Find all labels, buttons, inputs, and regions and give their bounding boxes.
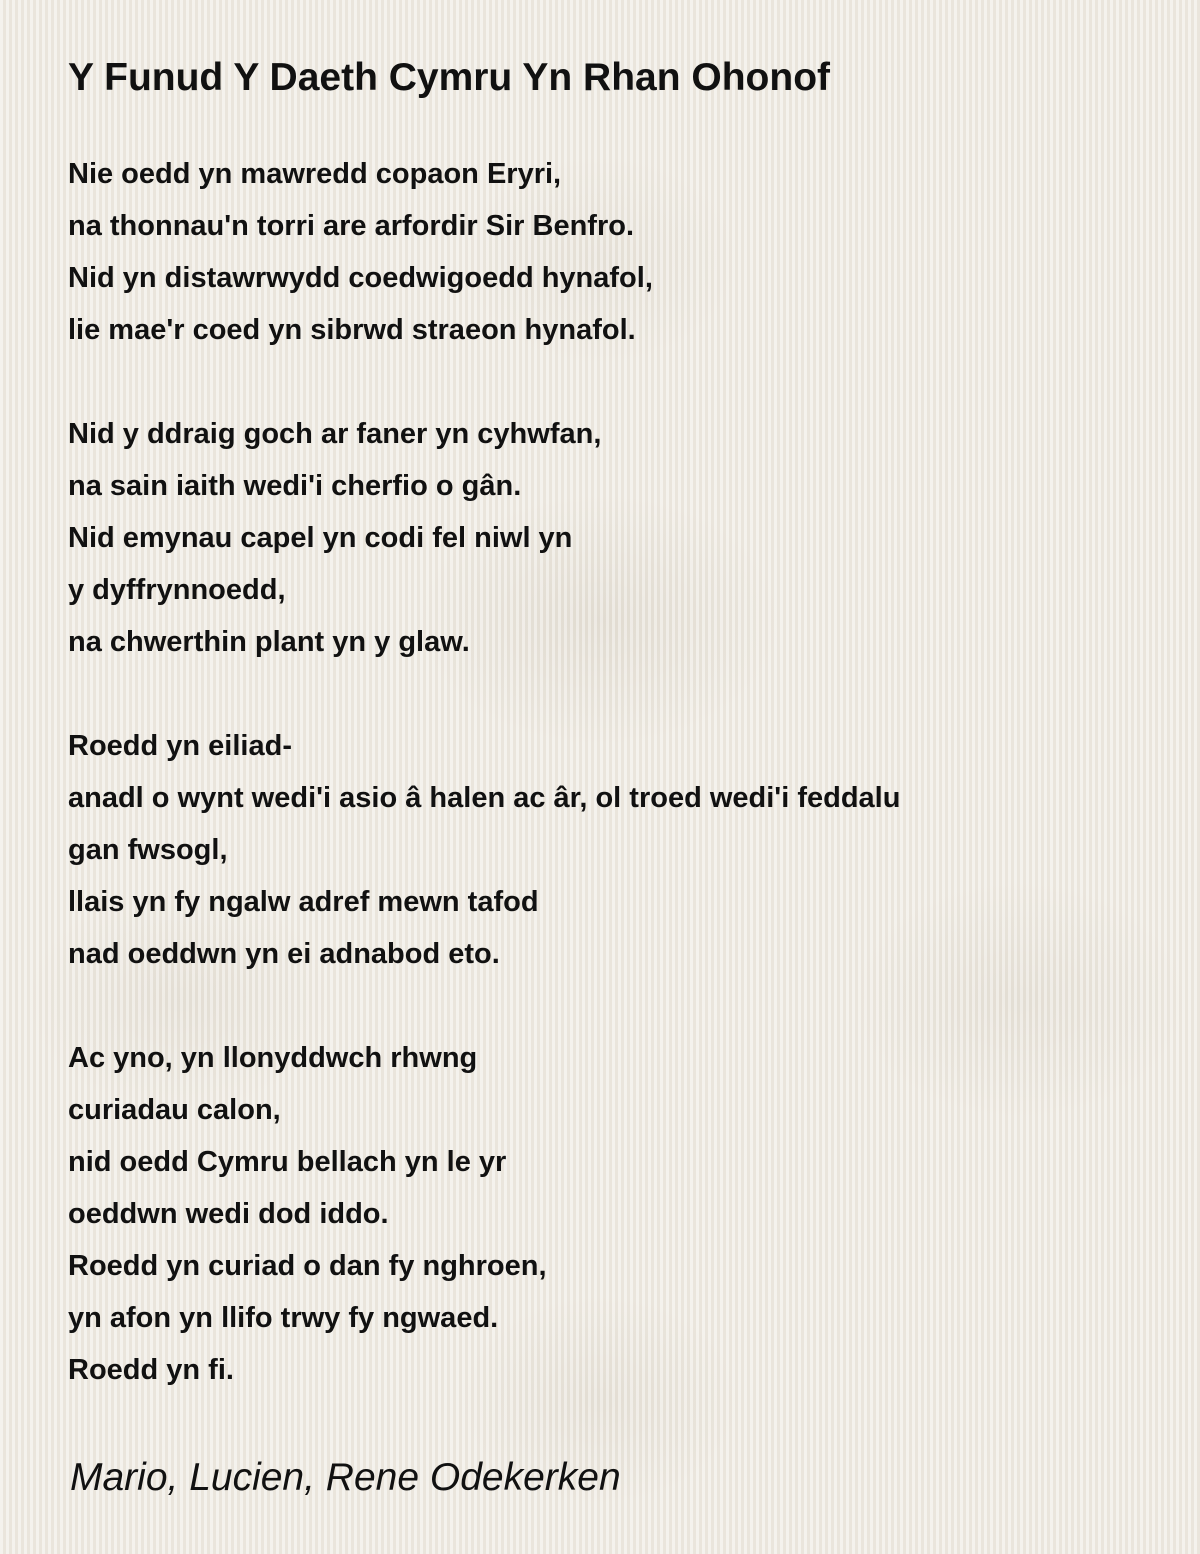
poem-line: Nid yn distawrwydd coedwigoedd hynafol, (68, 262, 653, 294)
poem-line: Nid emynau capel yn codi fel niwl yn (68, 522, 573, 554)
poem-line: oeddwn wedi dod iddo. (68, 1198, 389, 1230)
poem-line: y dyffrynnoedd, (68, 574, 286, 606)
stanza-4 (68, 1032, 1148, 1396)
poem-line: Roedd yn fi. (68, 1354, 234, 1386)
poem-title: Y Funud Y Daeth Cymru Yn Rhan Ohonof (68, 56, 831, 99)
poem-line: gan fwsogl, (68, 834, 228, 866)
poem-line: curiadau calon, (68, 1094, 281, 1126)
poem-author: Mario, Lucien, Rene Odekerken (70, 1456, 621, 1499)
poem-line: na thonnau'n torri are arfordir Sir Benfro. (68, 210, 635, 242)
poem-body (68, 148, 1148, 1448)
poem-line: llais yn fy ngalw adref mewn tafod (68, 886, 539, 918)
poem-line: Ac yno, yn llonyddwch rhwng (68, 1042, 478, 1074)
poem-line: na sain iaith wedi'i cherfio o gân. (68, 470, 522, 502)
poem-line: Nid y ddraig goch ar faner yn cyhwfan, (68, 418, 602, 450)
stanza-3 (68, 720, 1148, 980)
poem-line: nid oedd Cymru bellach yn le yr (68, 1146, 507, 1178)
stanza-1 (68, 148, 1148, 356)
poem-line: Roedd yn eiliad- (68, 730, 292, 762)
poem-line: Roedd yn curiad o dan fy nghroen, (68, 1250, 547, 1282)
poem-line: nad oeddwn yn ei adnabod eto. (68, 938, 500, 970)
poem-line: Nie oedd yn mawredd copaon Eryri, (68, 158, 562, 190)
poem-line: na chwerthin plant yn y glaw. (68, 626, 470, 658)
stanza-2 (68, 408, 1148, 668)
poem-line: anadl o wynt wedi'i asio â halen ac âr, ol troed wedi'i feddalu (68, 782, 901, 814)
poem-line: lie mae'r coed yn sibrwd straeon hynafol. (68, 314, 636, 346)
poem-line: yn afon yn llifo trwy fy ngwaed. (68, 1302, 499, 1334)
